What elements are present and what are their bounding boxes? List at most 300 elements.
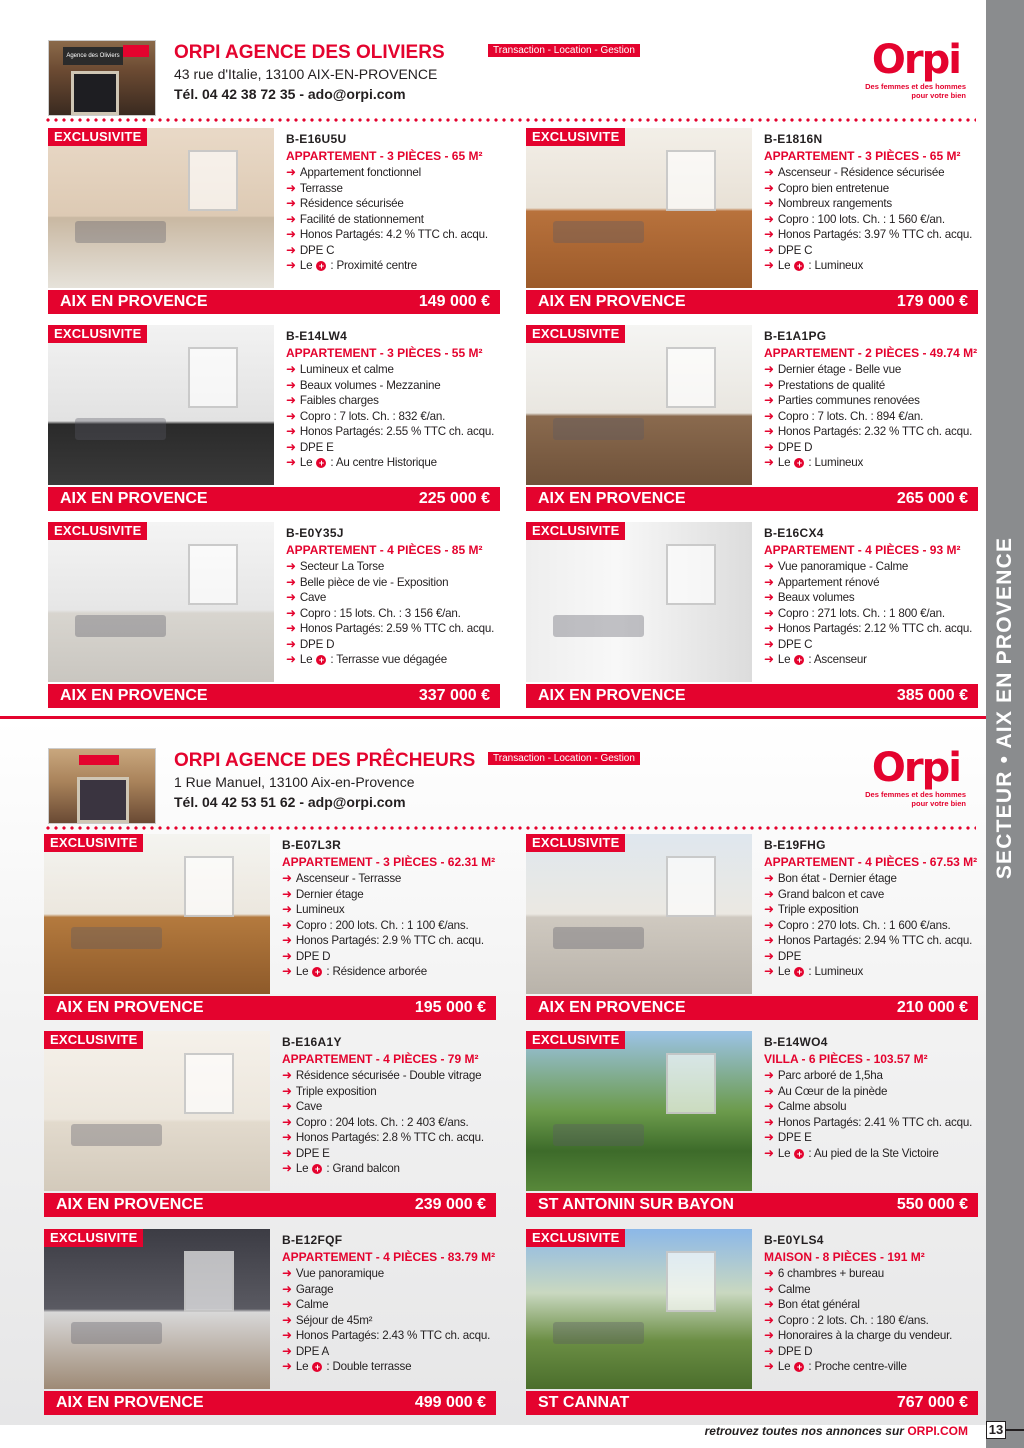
- listing-feature: [286, 227, 502, 243]
- listing-type: APPARTEMENT - 4 PIÈCES - 67.53 M²: [764, 855, 978, 869]
- listing-feature: [286, 559, 502, 575]
- listing-feature: [764, 637, 980, 653]
- arrow-right-icon: ➜: [764, 242, 774, 257]
- highlight-text: Double terrasse: [332, 1360, 412, 1373]
- plus-icon: +: [316, 655, 326, 665]
- orpi-logo: [856, 746, 966, 818]
- arrow-right-icon: ➜: [282, 1312, 292, 1327]
- listing-photo[interactable]: [48, 128, 274, 288]
- listing-highlight: [764, 258, 980, 274]
- feature-text: Honos Partagés: 2.41 % TTC ch. acqu.: [777, 1115, 973, 1129]
- listing-feature: [282, 902, 498, 918]
- agency-address: 1 Rue Manuel, 13100 Aix-en-Provence: [174, 774, 415, 790]
- agency-contact[interactable]: Tél. 04 42 38 72 35 - ado@orpi.com: [174, 86, 406, 102]
- window-shape: [184, 1053, 234, 1114]
- arrow-right-icon: ➜: [282, 1099, 292, 1113]
- listing-price: 265 000 €: [896, 490, 968, 507]
- listing-feature: [286, 393, 502, 409]
- listing-reference: B-E0Y35J: [286, 526, 344, 540]
- arrow-right-icon: ➜: [764, 1312, 774, 1327]
- listing-reference: B-E07L3R: [282, 838, 342, 852]
- arrow-right-icon: ➜: [286, 590, 296, 604]
- arrow-right-icon: ➜: [764, 1297, 774, 1311]
- arrow-right-icon: ➜: [282, 1281, 292, 1296]
- highlight-prefix: Le: [777, 456, 791, 469]
- listing-price-bar: [526, 290, 978, 314]
- highlight-prefix: Le: [777, 653, 791, 666]
- agency-storefront-photo: [48, 748, 156, 824]
- listing-feature: [282, 1282, 498, 1298]
- feature-text: Vue panoramique: [295, 1267, 384, 1280]
- feature-text: Honos Partagés: 2.94 % TTC ch. acqu.: [777, 934, 973, 947]
- feature-text: Honos Partagés: 2.32 % TTC ch. acqu.: [777, 425, 973, 438]
- listing-feature: [282, 1115, 498, 1131]
- listing-feature: [286, 165, 502, 181]
- arrow-right-icon: ➜: [764, 948, 774, 963]
- listing-details: [282, 1035, 498, 1177]
- listing-price-bar: [44, 1193, 496, 1217]
- feature-text: Facilité de stationnement: [299, 212, 424, 226]
- listing-card[interactable]: [526, 522, 978, 708]
- window-shape: [666, 544, 716, 605]
- furniture-shape: [553, 615, 643, 637]
- feature-text: Copro : 271 lots. Ch. : 1 800 €/an.: [777, 606, 945, 620]
- feature-text: Garage: [295, 1282, 334, 1296]
- arrow-right-icon: ➜: [764, 902, 774, 916]
- highlight-text: Proche centre-ville: [814, 1360, 907, 1373]
- highlight-colon: :: [330, 259, 334, 272]
- listing-details: [286, 329, 502, 471]
- feature-text: Honos Partagés: 2.43 % TTC ch. acqu.: [295, 1329, 491, 1342]
- arrow-right-icon: ➜: [282, 933, 292, 947]
- arrow-right-icon: ➜: [764, 871, 774, 885]
- highlight-colon: :: [808, 965, 812, 978]
- listing-reference: B-E16U5U: [286, 132, 347, 146]
- feature-list: [286, 362, 502, 471]
- feature-text: Nombreux rangements: [777, 197, 892, 210]
- feature-list: [282, 1266, 498, 1375]
- exclusivity-badge: EXCLUSIVITE: [44, 1229, 143, 1247]
- arrow-right-icon: ➜: [764, 211, 774, 226]
- listing-card[interactable]: [48, 522, 500, 708]
- feature-list: [764, 871, 980, 980]
- window-shape: [188, 347, 238, 408]
- arrow-right-icon: ➜: [282, 1130, 292, 1144]
- arrow-right-icon: ➜: [282, 1343, 292, 1358]
- feature-text: DPE A: [295, 1344, 330, 1358]
- arrow-right-icon: ➜: [286, 227, 296, 241]
- listing-city: AIX EN PROVENCE: [56, 1196, 204, 1213]
- arrow-right-icon: ➜: [764, 165, 774, 179]
- feature-list: [286, 165, 502, 274]
- feature-text: Triple exposition: [777, 903, 859, 916]
- listing-reference: B-E19FHG: [764, 838, 826, 852]
- feature-text: DPE E: [777, 1131, 812, 1144]
- arrow-right-icon: ➜: [764, 621, 774, 635]
- arrow-right-icon: ➜: [282, 1359, 292, 1373]
- listing-card[interactable]: [526, 1229, 978, 1415]
- plus-icon: +: [312, 1164, 322, 1174]
- highlight-text: Au pied de la Ste Victoire: [813, 1146, 939, 1160]
- arrow-right-icon: ➜: [286, 180, 296, 195]
- listing-card[interactable]: [526, 325, 978, 511]
- listing-feature: [286, 590, 502, 606]
- arrow-right-icon: ➜: [286, 455, 296, 469]
- listing-feature: [764, 440, 980, 456]
- highlight-prefix: Le: [777, 1146, 791, 1160]
- highlight-prefix: Le: [295, 1162, 309, 1175]
- listing-feature: [282, 1313, 498, 1329]
- listing-reference: B-E0YLS4: [764, 1233, 824, 1247]
- listing-price-bar: [48, 487, 500, 511]
- listing-feature: [286, 621, 502, 637]
- listing-feature: [282, 1068, 498, 1084]
- arrow-right-icon: ➜: [286, 211, 296, 226]
- footer-text: retrouvez toutes nos annonces sur: [704, 1424, 904, 1438]
- arrow-right-icon: ➜: [764, 917, 774, 932]
- listing-price: 337 000 €: [418, 687, 490, 704]
- arrow-right-icon: ➜: [764, 424, 774, 438]
- listing-feature: [764, 871, 980, 887]
- listing-feature: [764, 902, 980, 918]
- orpi-tagline: Des femmes et des hommes pour votre bien: [865, 82, 966, 100]
- arrow-right-icon: ➜: [282, 964, 292, 978]
- listing-photo[interactable]: [526, 522, 752, 682]
- listing-feature: [764, 165, 980, 181]
- orpi-logo: [856, 38, 966, 110]
- listing-card[interactable]: [526, 834, 978, 1020]
- feature-list: [764, 1068, 980, 1161]
- agency-address: 43 rue d'Italie, 13100 AIX-EN-PROVENCE: [174, 66, 438, 82]
- page-number: 13: [986, 1421, 1006, 1439]
- listing-type: APPARTEMENT - 3 PIÈCES - 65 M²: [764, 149, 961, 163]
- listing-feature: [764, 559, 980, 575]
- feature-text: Faibles charges: [299, 394, 379, 407]
- plus-icon: +: [316, 458, 326, 468]
- highlight-prefix: Le: [299, 456, 313, 469]
- listing-type: APPARTEMENT - 3 PIÈCES - 65 M²: [286, 149, 483, 163]
- highlight-prefix: Le: [299, 653, 313, 666]
- feature-text: Honos Partagés: 2.55 % TTC ch. acqu.: [299, 425, 495, 438]
- arrow-right-icon: ➜: [282, 1068, 292, 1082]
- exclusivity-badge: EXCLUSIVITE: [48, 128, 147, 146]
- arrow-right-icon: ➜: [764, 377, 774, 392]
- feature-text: Cave: [299, 591, 327, 604]
- arrow-right-icon: ➜: [764, 1068, 774, 1082]
- arrow-right-icon: ➜: [286, 408, 296, 423]
- listing-photo[interactable]: [526, 1031, 752, 1191]
- listing-reference: B-E1816N: [764, 132, 823, 146]
- listing-photo[interactable]: [526, 128, 752, 288]
- listing-feature: [282, 887, 498, 903]
- window-shape: [188, 150, 238, 211]
- arrow-right-icon: ➜: [764, 393, 774, 407]
- arrow-right-icon: ➜: [764, 227, 774, 241]
- highlight-text: Terrasse vue dégagée: [336, 653, 447, 666]
- arrow-right-icon: ➜: [764, 636, 774, 651]
- feature-text: Calme: [295, 1298, 329, 1311]
- feature-text: DPE C: [777, 637, 813, 651]
- feature-text: Copro : 7 lots. Ch. : 894 €/an.: [777, 409, 924, 423]
- listing-card[interactable]: [526, 128, 978, 314]
- listing-details: [764, 526, 980, 668]
- arrow-right-icon: ➜: [286, 439, 296, 454]
- listing-city: AIX EN PROVENCE: [60, 293, 208, 310]
- highlight-colon: :: [326, 1360, 330, 1373]
- listing-price: 210 000 €: [896, 999, 968, 1016]
- listing-photo[interactable]: [526, 834, 752, 994]
- feature-text: Copro : 204 lots. Ch. : 2 403 €/ans.: [295, 1115, 469, 1129]
- plus-icon: +: [794, 967, 804, 977]
- highlight-text: Proximité centre: [336, 259, 418, 272]
- highlight-colon: :: [330, 653, 334, 666]
- services-tag: Transaction - Location - Gestion: [488, 44, 640, 57]
- furniture-shape: [75, 418, 165, 440]
- furniture-shape: [553, 221, 643, 243]
- listing-photo[interactable]: [44, 1229, 270, 1389]
- listing-feature: [286, 637, 502, 653]
- listing-type: APPARTEMENT - 2 PIÈCES - 49.74 M²: [764, 346, 978, 360]
- highlight-text: Résidence arborée: [332, 965, 428, 978]
- plus-icon: +: [312, 1362, 322, 1372]
- listing-card[interactable]: [44, 1229, 496, 1415]
- listing-price: 225 000 €: [418, 490, 490, 507]
- listing-price-bar: [526, 1391, 978, 1415]
- listing-feature: [764, 393, 980, 409]
- listing-feature: [286, 575, 502, 591]
- arrow-right-icon: ➜: [764, 455, 774, 469]
- listing-feature: [764, 243, 980, 259]
- arrow-right-icon: ➜: [764, 1099, 774, 1113]
- listing-highlight: [764, 652, 980, 668]
- listing-highlight: [764, 455, 980, 471]
- window-shape: [188, 544, 238, 605]
- listing-price: 499 000 €: [414, 1394, 486, 1411]
- listing-feature: [282, 1297, 498, 1313]
- agency-contact[interactable]: Tél. 04 42 53 51 62 - adp@orpi.com: [174, 794, 406, 810]
- listing-reference: B-E16A1Y: [282, 1035, 342, 1049]
- listing-feature: [282, 949, 498, 965]
- feature-text: Triple exposition: [295, 1084, 377, 1098]
- listing-feature: [764, 378, 980, 394]
- exclusivity-badge: EXCLUSIVITE: [526, 1229, 625, 1247]
- arrow-right-icon: ➜: [764, 408, 774, 423]
- listing-city: AIX EN PROVENCE: [538, 293, 686, 310]
- arrow-right-icon: ➜: [764, 362, 774, 376]
- window-shape: [666, 1053, 716, 1114]
- listing-card[interactable]: [48, 128, 500, 314]
- listing-feature: [764, 1266, 980, 1282]
- listing-card[interactable]: [44, 834, 496, 1020]
- listing-feature: [282, 1099, 498, 1115]
- arrow-right-icon: ➜: [282, 917, 292, 932]
- feature-text: Appartement rénové: [777, 575, 880, 589]
- feature-text: Lumineux et calme: [299, 363, 394, 376]
- arrow-right-icon: ➜: [764, 886, 774, 901]
- listing-reference: B-E16CX4: [764, 526, 824, 540]
- listing-photo[interactable]: [48, 325, 274, 485]
- feature-text: Copro : 270 lots. Ch. : 1 600 €/ans.: [777, 918, 951, 932]
- listing-price-bar: [48, 684, 500, 708]
- arrow-right-icon: ➜: [764, 1328, 774, 1342]
- arrow-right-icon: ➜: [282, 1161, 292, 1175]
- listing-type: APPARTEMENT - 3 PIÈCES - 62.31 M²: [282, 855, 496, 869]
- feature-text: Honos Partagés: 2.12 % TTC ch. acqu.: [777, 622, 973, 635]
- listing-details: [764, 1035, 980, 1161]
- listing-price: 550 000 €: [896, 1196, 968, 1213]
- listing-feature: [286, 378, 502, 394]
- listing-price: 179 000 €: [896, 293, 968, 310]
- listing-details: [764, 132, 980, 274]
- feature-text: Honos Partagés: 2.9 % TTC ch. acqu.: [295, 934, 484, 947]
- furniture-shape: [71, 927, 161, 949]
- arrow-right-icon: ➜: [286, 258, 296, 272]
- listing-feature: [764, 1328, 980, 1344]
- listing-card[interactable]: [48, 325, 500, 511]
- arrow-right-icon: ➜: [764, 439, 774, 454]
- arrow-right-icon: ➜: [764, 1145, 774, 1160]
- listing-feature: [764, 933, 980, 949]
- feature-text: DPE E: [295, 1146, 330, 1160]
- listing-highlight: [282, 1359, 498, 1375]
- window-shape: [184, 856, 234, 917]
- exclusivity-badge: EXCLUSIVITE: [526, 325, 625, 343]
- listing-photo[interactable]: [44, 834, 270, 994]
- listing-price-bar: [44, 1391, 496, 1415]
- arrow-right-icon: ➜: [286, 377, 296, 392]
- arrow-right-icon: ➜: [282, 871, 292, 885]
- listing-feature: [764, 949, 980, 965]
- feature-text: Prestations de qualité: [777, 378, 885, 392]
- orpi-logo-word: Orpi: [871, 745, 960, 791]
- page-number-rule: [1006, 1429, 1024, 1431]
- listing-highlight: [282, 964, 498, 980]
- highlight-colon: :: [808, 259, 812, 272]
- listing-photo[interactable]: [44, 1031, 270, 1191]
- feature-text: DPE C: [777, 243, 813, 257]
- arrow-right-icon: ➜: [286, 165, 296, 179]
- listing-details: [282, 1233, 498, 1375]
- feature-text: Ascenseur - Terrasse: [295, 872, 402, 885]
- listing-city: AIX EN PROVENCE: [56, 999, 204, 1016]
- listing-photo[interactable]: [526, 1229, 752, 1389]
- plus-icon: +: [794, 1149, 804, 1159]
- listing-details: [764, 329, 980, 471]
- furniture-shape: [75, 221, 165, 243]
- listing-feature: [764, 887, 980, 903]
- listing-price: 385 000 €: [896, 687, 968, 704]
- listing-details: [282, 838, 498, 980]
- feature-text: Honoraires à la charge du vendeur.: [777, 1329, 953, 1342]
- feature-text: DPE E: [299, 440, 334, 454]
- feature-text: Copro : 100 lots. Ch. : 1 560 €/an.: [777, 212, 945, 226]
- feature-text: Secteur La Torse: [299, 560, 385, 573]
- feature-text: Résidence sécurisée - Double vitrage: [295, 1069, 482, 1082]
- orpi-tagline: Des femmes et des hommes pour votre bien: [865, 790, 966, 808]
- feature-text: DPE D: [295, 949, 331, 963]
- section-divider: [0, 716, 986, 719]
- listing-feature: [764, 1084, 980, 1100]
- exclusivity-badge: EXCLUSIVITE: [48, 325, 147, 343]
- feature-text: Belle pièce de vie - Exposition: [299, 575, 449, 589]
- listing-feature: [286, 181, 502, 197]
- arrow-right-icon: ➜: [286, 362, 296, 376]
- feature-text: Honos Partagés: 2.59 % TTC ch. acqu.: [299, 622, 495, 635]
- arrow-right-icon: ➜: [764, 258, 774, 272]
- listing-feature: [764, 212, 980, 228]
- feature-text: Terrasse: [299, 181, 343, 195]
- orpi-logo-word: Orpi: [871, 37, 960, 83]
- arrow-right-icon: ➜: [282, 1083, 292, 1098]
- listing-feature: [764, 196, 980, 212]
- furniture-shape: [71, 1322, 161, 1344]
- feature-text: DPE: [777, 949, 802, 963]
- listing-city: AIX EN PROVENCE: [538, 999, 686, 1016]
- footer-cta: [705, 1424, 968, 1438]
- listing-feature: [764, 1068, 980, 1084]
- feature-text: DPE D: [777, 1344, 813, 1358]
- feature-text: Séjour de 45m²: [295, 1313, 373, 1327]
- plus-icon: +: [316, 261, 326, 271]
- arrow-right-icon: ➜: [764, 605, 774, 620]
- feature-text: Résidence sécurisée: [299, 197, 404, 210]
- listing-feature: [282, 1146, 498, 1162]
- listing-city: AIX EN PROVENCE: [60, 490, 208, 507]
- arrow-right-icon: ➜: [764, 1281, 774, 1296]
- listing-price: 767 000 €: [896, 1394, 968, 1411]
- listing-card[interactable]: [526, 1031, 978, 1217]
- highlight-colon: :: [326, 1162, 330, 1175]
- feature-text: Dernier étage - Belle vue: [777, 363, 902, 376]
- agency-name: ORPI AGENCE DES OLIVIERS: [174, 42, 445, 63]
- furniture-shape: [75, 615, 165, 637]
- listing-price-bar: [48, 290, 500, 314]
- arrow-right-icon: ➜: [764, 1343, 774, 1358]
- feature-text: Lumineux: [295, 903, 345, 916]
- listing-feature: [282, 1328, 498, 1344]
- listing-feature: [764, 1099, 980, 1115]
- listing-reference: B-E14WO4: [764, 1035, 828, 1049]
- agency-name: ORPI AGENCE DES PRÊCHEURS: [174, 750, 476, 771]
- listing-feature: [282, 1084, 498, 1100]
- listing-reference: B-E12FQF: [282, 1233, 343, 1247]
- arrow-right-icon: ➜: [764, 1114, 774, 1129]
- listing-feature: [286, 243, 502, 259]
- listing-photo[interactable]: [48, 522, 274, 682]
- listing-city: ST ANTONIN SUR BAYON: [538, 1196, 734, 1213]
- listing-card[interactable]: [44, 1031, 496, 1217]
- footer-site-link[interactable]: ORPI.COM: [907, 1424, 968, 1438]
- arrow-right-icon: ➜: [282, 948, 292, 963]
- listing-photo[interactable]: [526, 325, 752, 485]
- feature-text: Copro : 200 lots. Ch. : 1 100 €/ans.: [295, 918, 469, 932]
- agency-storefront-photo: [48, 40, 156, 116]
- arrow-right-icon: ➜: [286, 652, 296, 666]
- listing-feature: [286, 424, 502, 440]
- arrow-right-icon: ➜: [282, 1114, 292, 1129]
- feature-text: Parc arboré de 1,5ha: [777, 1069, 883, 1082]
- highlight-colon: :: [808, 1146, 812, 1160]
- feature-text: Ascenseur - Résidence sécurisée: [777, 166, 945, 179]
- arrow-right-icon: ➜: [286, 559, 296, 573]
- arrow-right-icon: ➜: [764, 1359, 774, 1373]
- arrow-right-icon: ➜: [286, 393, 296, 407]
- highlight-text: Au centre Historique: [335, 456, 437, 469]
- listing-details: [764, 838, 980, 980]
- listing-feature: [764, 918, 980, 934]
- exclusivity-badge: EXCLUSIVITE: [44, 1031, 143, 1049]
- arrow-right-icon: ➜: [282, 886, 292, 901]
